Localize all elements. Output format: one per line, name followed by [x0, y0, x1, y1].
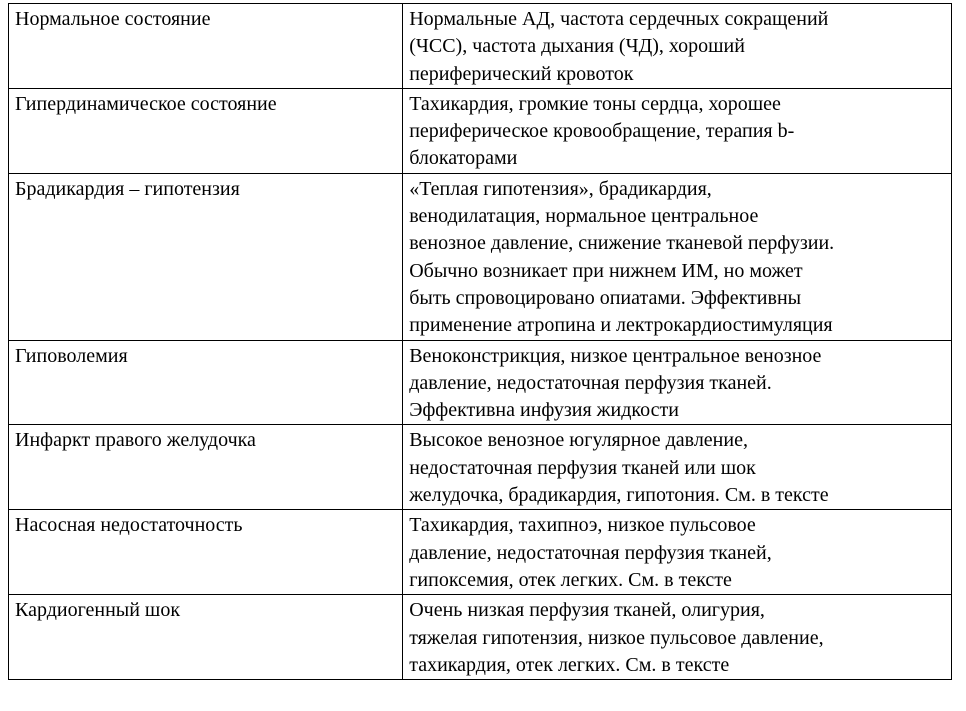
state-description: Нормальные АД, частота сердечных сокращений (ЧСС), частота дыхания (ЧД), хороший периферический кровоток: [409, 8, 829, 85]
description-cell: [403, 173, 952, 340]
state-cell: [9, 173, 403, 340]
table-row: [9, 340, 952, 425]
table-row: [9, 425, 952, 510]
state-cell: [9, 595, 403, 680]
table-row: [9, 173, 952, 340]
state-label: Гиповолемия: [15, 344, 128, 367]
state-label: Насосная недостаточность: [15, 514, 243, 537]
table-row: [9, 595, 952, 680]
state-description: Очень низкая перфузия тканей, олигурия, тяжелая гипотензия, низкое пульсовое давление, тахикардия, отек легких. См. в тексте: [409, 599, 824, 676]
state-cell: [9, 425, 403, 510]
state-description: Веноконстрикция, низкое центральное венозное давление, недостаточная перфузия тканей. Эффективна инфузия жидкости: [409, 344, 822, 422]
state-cell: [9, 340, 403, 425]
state-label: Гипердинамическое состояние: [15, 92, 277, 115]
state-label: Нормальное состояние: [15, 8, 211, 30]
state-label: Инфаркт правого желудочка: [15, 429, 256, 452]
state-label: Кардиогенный шок: [15, 599, 181, 622]
state-description: Тахикардия, громкие тоны сердца, хорошее периферическое кровообращение, терапия b- блокаторами: [409, 92, 795, 170]
table-row: [9, 4, 952, 89]
state-cell: [9, 510, 403, 595]
clinical-states-table: [8, 3, 952, 680]
state-cell: [9, 88, 403, 173]
description-cell: [403, 425, 952, 510]
state-label: Брадикардия – гипотензия: [15, 177, 240, 200]
table-row: [9, 88, 952, 173]
description-cell: [403, 510, 952, 595]
state-description: Тахикардия, тахипноэ, низкое пульсовое давление, недостаточная перфузия тканей, гипоксемия, отек легких. См. в тексте: [409, 514, 772, 591]
state-description: Высокое венозное югулярное давление, недостаточная перфузия тканей или шок желудочка, брадикардия, гипотония. См. в тексте: [409, 429, 829, 507]
description-cell: [403, 88, 952, 173]
state-cell: [9, 4, 403, 89]
description-cell: [403, 4, 952, 89]
description-cell: [403, 340, 952, 425]
description-cell: [403, 595, 952, 680]
state-description: «Теплая гипотензия», брадикардия, венодилатация, нормальное центральное венозное давление, снижение тканевой перфузии. Обычно возникает при нижнем ИМ, но может быть спровоцировано опиатами. Эффективны применение атропина и лектрокардиостимуляция: [409, 177, 835, 337]
table-row: [9, 510, 952, 595]
